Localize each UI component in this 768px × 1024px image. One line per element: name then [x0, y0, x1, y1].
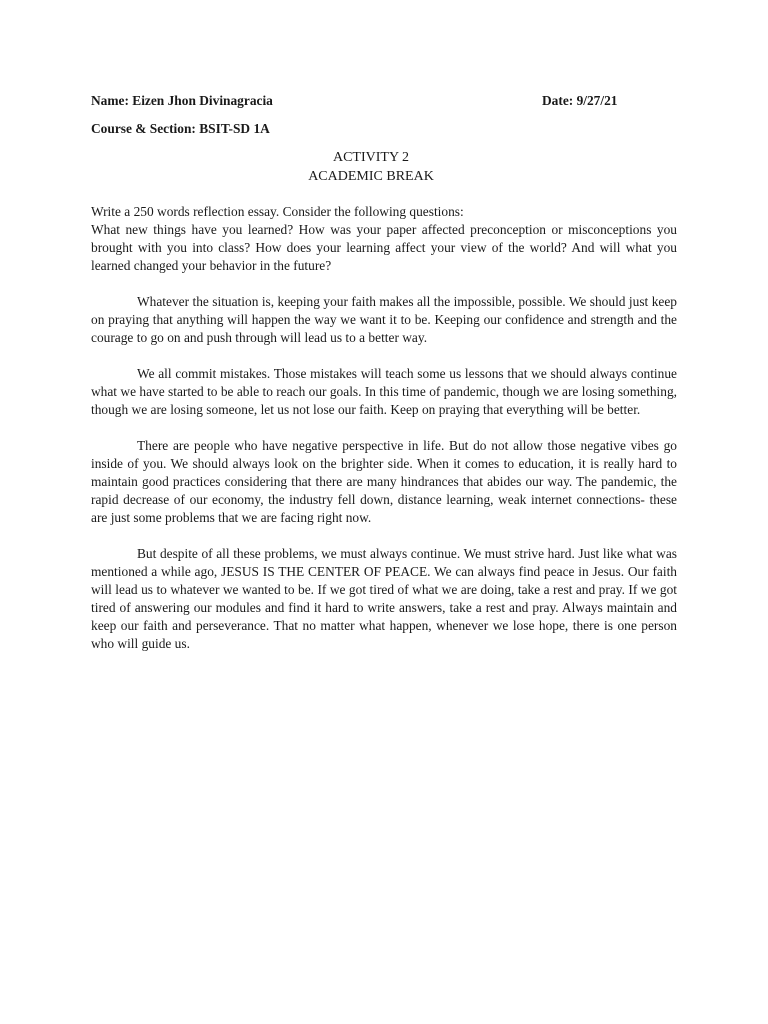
course-section: Course & Section: BSIT-SD 1A: [91, 121, 270, 136]
essay-paragraph-2: We all commit mistakes. Those mistakes will teach some us lessons that we should always continue what we have started to be able to reach our goals. In this time of pandemic, though we are losing something, though we are losing someone, let us not lose our faith. Keep on praying that everything will be better.: [91, 366, 677, 417]
submission-date: Date: 9/27/21: [542, 93, 618, 108]
essay-prompt: [91, 203, 677, 275]
activity-title: ACTIVITY 2: [332, 150, 410, 165]
prompt-questions: What new things have you learned? How was your paper affected preconception or misconceptions you brought with you into class? How does your learning affect your view of the world? And will what you learned changed your behavior in the future?: [91, 222, 677, 273]
document-titles: [91, 148, 651, 186]
activity-subtitle: ACADEMIC BREAK: [308, 169, 434, 184]
prompt-instruction: Write a 250 words reflection essay. Consider the following questions:: [91, 204, 464, 219]
essay-paragraph-3: There are people who have negative perspective in life. But do not allow those negative vibes go inside of you. We should always look on the brighter side. When it comes to education, it is really hard to maintain good practices considering that there are many hindrances that abides our way. The pandemic, the rapid decrease of our economy, the industry fell down, distance learning, weak internet connections- these are just some problems that we are facing right now.: [91, 438, 677, 525]
essay-paragraph-4: But despite of all these problems, we must always continue. We must strive hard. Just like what was mentioned a while ago, JESUS IS THE CENTER OF PEACE. We can always find peace in Jesus. Our faith will lead us to whatever we wanted to be. If we got tired of what we are doing, take a rest and pray. If we got tired of answering our modules and find it hard to write answers, take a rest and pray. Always maintain and keep our faith and perseverance. That no matter what happen, whenever we lose hope, there is one person who will guide us.: [91, 546, 677, 651]
student-name: Name: Eizen Jhon Divinagracia: [91, 93, 273, 108]
document-body: [91, 203, 677, 653]
essay-paragraph-1: Whatever the situation is, keeping your faith makes all the impossible, possible. We should just keep on praying that anything will happen the way we want it to be. Keeping our confidence and strength and the courage to go on and push through will lead us to a better way.: [91, 294, 677, 345]
